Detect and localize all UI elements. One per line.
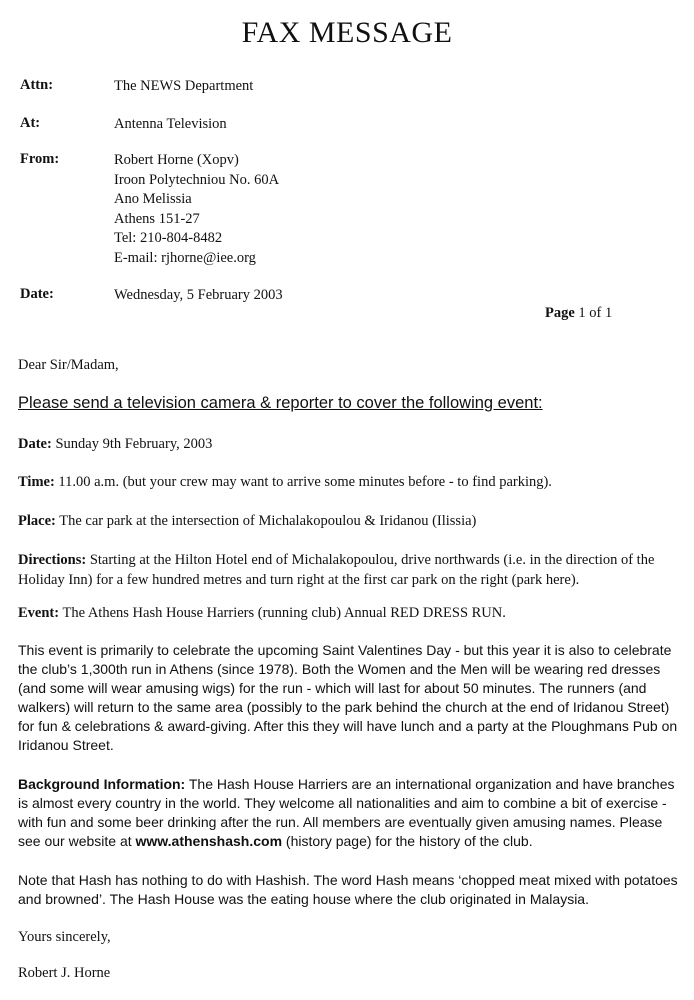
from-line: Tel: 210-804-8482 xyxy=(114,230,223,246)
date-label: Date: xyxy=(20,286,54,302)
directions-label: Directions: xyxy=(18,552,87,568)
date-value: Wednesday, 5 February 2003 xyxy=(114,287,283,303)
background-text-end: (history page) for the history of the club. xyxy=(285,833,533,849)
at-value: Antenna Television xyxy=(114,116,227,132)
from-address xyxy=(114,151,279,268)
event-place xyxy=(18,511,682,531)
event-label: Event: xyxy=(18,605,60,621)
background-paragraph xyxy=(18,775,682,851)
background-text: The Hash House Harriers are an international organization and have branches is almost every country in the world. They welcome all nationalities and aim to combine a bit of exercise - with fun and some beer drinking after the run. All members are eventually given amusing names. Please see our website at xyxy=(18,776,675,849)
event-time xyxy=(18,472,682,492)
attn-value: The NEWS Department xyxy=(114,78,254,94)
event-paragraph: This event is primarily to celebrate the upcoming Saint Valentines Day - but this year it is also to celebrate the club’s 1,300th run in Athens (since 1978). Both the Women and the Men will be wearing red dresses (and some will wear amusing wigs) for the run - which will last for about 50 minutes. The runners (and walkers) will return to the same area (possibly to the park behind the church at the end of Iridanou Street) for fun & celebrations & award-giving. After this they will have lunch and a party at the Ploughmans Pub on Iridanou Street. xyxy=(18,642,678,753)
from-line: Robert Horne (Xopv) xyxy=(114,152,239,168)
event-description xyxy=(18,603,682,623)
attn-label: Attn: xyxy=(20,77,54,93)
page-label: Page xyxy=(545,305,575,321)
note-paragraph: Note that Hash has nothing to do with Hashish. The word Hash means ‘chopped meat mixed with potatoes and browned’. The Hash House was the eating house where the club originated in Malaysia. xyxy=(18,872,678,907)
signature: Robert J. Horne xyxy=(18,965,111,981)
directions-value: Starting at the Hilton Hotel end of Michalakopoulou, drive northwards (i.e. in the direction of the Holiday Inn) for a few hundred metres and turn right at the first car park on the right (park here). xyxy=(18,552,655,588)
event-date-value: Sunday 9th February, 2003 xyxy=(55,436,213,452)
time-label: Time: xyxy=(18,474,55,490)
place-label: Place: xyxy=(18,513,56,529)
from-line: Iroon Polytechniou No. 60A xyxy=(114,171,280,188)
closing: Yours sincerely, xyxy=(18,929,111,945)
page-title: FAX MESSAGE xyxy=(241,16,453,49)
directions xyxy=(18,550,682,590)
from-line: Ano Melissia xyxy=(114,191,192,207)
event-date-label: Date: xyxy=(18,436,52,452)
from-line: E-mail: rjhorne@iee.org xyxy=(114,249,256,266)
page-count: 1 of 1 xyxy=(578,305,613,321)
request-heading: Please send a television camera & reporter to cover the following event: xyxy=(18,394,543,412)
time-value: 11.00 a.m. (but your crew may want to arrive some minutes before - to find parking). xyxy=(58,474,552,490)
page-number xyxy=(545,305,612,322)
at-label: At: xyxy=(20,115,41,131)
background-label: Background Information: xyxy=(18,776,186,792)
website-link[interactable]: www.athenshash.com xyxy=(135,833,283,849)
from-line: Athens 151-27 xyxy=(114,210,200,227)
event-value: The Athens Hash House Harriers (running club) Annual RED DRESS RUN. xyxy=(62,605,506,621)
salutation: Dear Sir/Madam, xyxy=(18,357,119,373)
event-date xyxy=(18,434,682,454)
place-value: The car park at the intersection of Michalakopoulou & Iridanou (Ilissia) xyxy=(59,513,477,529)
from-label: From: xyxy=(20,151,60,167)
